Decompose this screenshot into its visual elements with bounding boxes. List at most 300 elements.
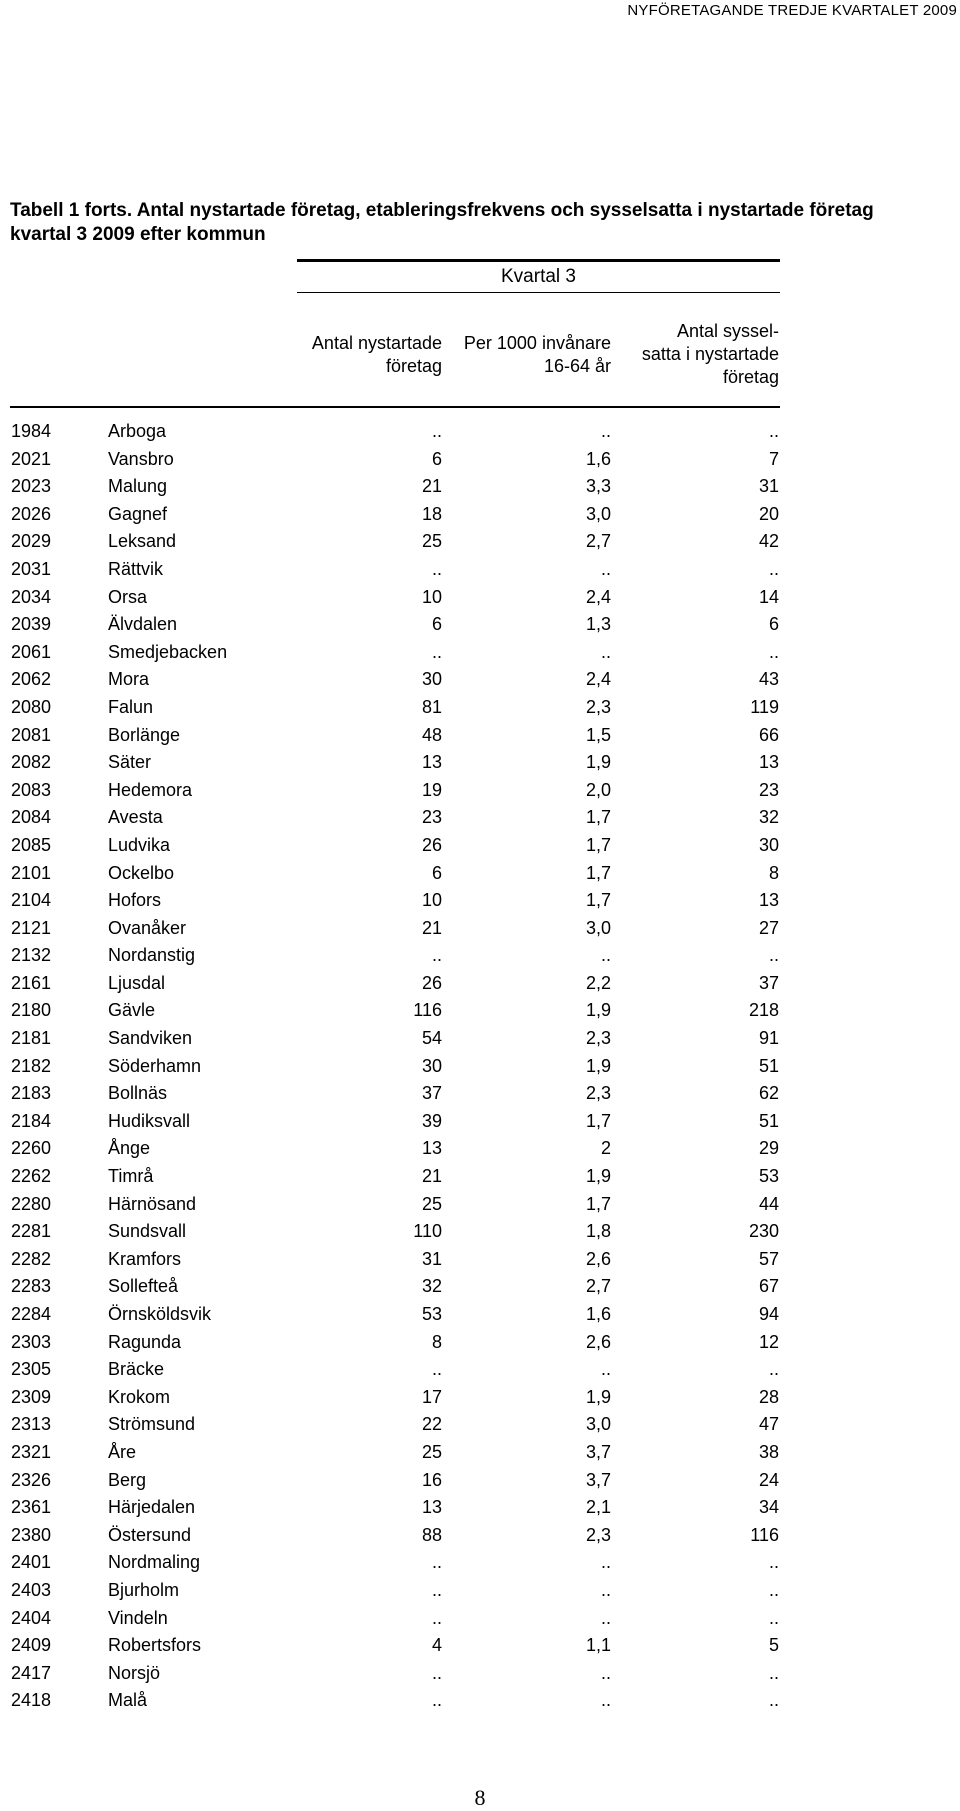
municipality-name: Säter (108, 752, 152, 773)
employed-value: 7 (768, 448, 779, 469)
new-companies-value: 21 (421, 1166, 442, 1187)
new-companies-value: 88 (421, 1524, 442, 1545)
new-companies-value: 30 (421, 669, 442, 690)
column-header-line: Antal syssel- (676, 321, 779, 341)
new-companies-value: 13 (421, 752, 442, 773)
new-companies-value: 13 (421, 1138, 442, 1159)
table-row (0, 1247, 960, 1275)
employed-value: .. (768, 1552, 779, 1573)
municipality-code: 1984 (11, 421, 52, 441)
municipality-name: Hofors (108, 890, 162, 911)
table-row (0, 1164, 960, 1192)
municipality-name: Kramfors (108, 1248, 182, 1269)
table-row (0, 1054, 960, 1082)
header-rule-top (297, 259, 780, 262)
municipality-code: 2380 (11, 1524, 52, 1545)
employed-value: 94 (758, 1304, 779, 1324)
employed-value: 13 (758, 890, 779, 911)
new-companies-value: 116 (413, 1000, 442, 1021)
table-row (0, 1026, 960, 1054)
per-1000-value: 2,6 (585, 1331, 611, 1352)
table-row (0, 1661, 960, 1689)
table-row (0, 1274, 960, 1302)
municipality-name: Älvdalen (108, 614, 178, 635)
column-header-line: företag (385, 356, 442, 376)
new-companies-value: 6 (431, 862, 442, 883)
employed-value: .. (768, 1690, 779, 1711)
municipality-name: Söderhamn (108, 1055, 202, 1076)
municipality-name: Hedemora (108, 779, 193, 800)
municipality-code: 2161 (11, 972, 52, 993)
employed-value: 23 (758, 779, 779, 800)
per-1000-value: 1,9 (585, 1386, 611, 1407)
new-companies-value: 31 (421, 1248, 442, 1269)
per-1000-value: 1,7 (585, 1110, 611, 1131)
municipality-name: Sandviken (108, 1028, 193, 1049)
employed-value: 67 (758, 1276, 779, 1297)
new-companies-value: 25 (421, 1193, 442, 1214)
per-1000-value: 2,3 (585, 1028, 611, 1049)
table-row (0, 1495, 960, 1523)
per-1000-value: .. (600, 1579, 611, 1600)
new-companies-value: 25 (421, 1441, 442, 1462)
new-companies-value: 39 (421, 1110, 442, 1131)
municipality-code: 2313 (11, 1414, 52, 1435)
municipality-code: 2132 (11, 945, 52, 966)
column-header-line: företag (722, 367, 779, 387)
table-row (0, 805, 960, 833)
employed-value: 42 (758, 531, 779, 552)
employed-value: 119 (750, 696, 779, 717)
new-companies-value: 110 (413, 1221, 442, 1242)
municipality-code: 2182 (11, 1055, 52, 1076)
per-1000-value: 1,7 (585, 1193, 611, 1214)
municipality-code: 2303 (11, 1331, 52, 1352)
municipality-code: 2260 (11, 1138, 52, 1159)
employed-value: 6 (768, 614, 779, 635)
column-header-line: 16-64 år (543, 356, 611, 376)
table-row (0, 667, 960, 695)
municipality-name: Vindeln (108, 1607, 168, 1628)
per-1000-value: 1,9 (585, 1000, 611, 1021)
column-header-line: satta i nystartade (641, 344, 779, 364)
table-row (0, 916, 960, 944)
municipality-name: Ragunda (108, 1331, 182, 1352)
employed-value: .. (768, 1579, 779, 1600)
per-1000-value: 2,1 (585, 1497, 611, 1518)
per-1000-value: .. (600, 945, 611, 966)
municipality-code: 2062 (11, 669, 52, 690)
new-companies-value: .. (431, 1359, 442, 1380)
municipality-name: Rättvik (108, 558, 164, 579)
municipality-name: Nordmaling (108, 1552, 201, 1573)
table-row (0, 998, 960, 1026)
municipality-code: 2080 (11, 696, 52, 717)
new-companies-value: .. (431, 1690, 442, 1711)
municipality-name: Falun (108, 696, 154, 717)
municipality-code: 2321 (11, 1441, 52, 1462)
municipality-code: 2084 (11, 807, 52, 828)
municipality-name: Smedjebacken (108, 641, 228, 662)
new-companies-value: .. (431, 641, 442, 662)
employed-value: 29 (758, 1138, 779, 1159)
new-companies-value: 13 (421, 1497, 442, 1518)
per-1000-value: .. (600, 1662, 611, 1683)
employed-value: .. (768, 558, 779, 579)
municipality-name: Timrå (108, 1166, 154, 1187)
per-1000-value: .. (600, 1552, 611, 1573)
table-row (0, 723, 960, 751)
table-row (0, 778, 960, 806)
column-group-header: Kvartal 3 (501, 266, 576, 287)
employed-value: 53 (758, 1166, 779, 1187)
per-1000-value: 2,2 (585, 972, 611, 993)
column-header-line: Per 1000 invånare (463, 333, 611, 353)
table-row (0, 1081, 960, 1109)
new-companies-value: .. (431, 1607, 442, 1628)
per-1000-value: 2,3 (585, 696, 611, 717)
employed-value: 38 (758, 1441, 779, 1462)
employed-value: 24 (758, 1469, 779, 1490)
per-1000-value: .. (600, 1607, 611, 1628)
new-companies-value: 26 (421, 972, 442, 993)
per-1000-value: 1,7 (585, 890, 611, 911)
municipality-name: Malung (108, 476, 168, 497)
new-companies-value: 19 (421, 779, 442, 800)
municipality-name: Vansbro (108, 448, 174, 469)
municipality-code: 2104 (11, 890, 52, 911)
employed-value: 43 (758, 669, 779, 690)
municipality-code: 2184 (11, 1110, 52, 1131)
per-1000-value: 3,0 (585, 503, 611, 524)
table-row (0, 502, 960, 530)
municipality-code: 2417 (11, 1662, 52, 1683)
municipality-code: 2282 (11, 1248, 52, 1269)
municipality-code: 2281 (11, 1221, 52, 1242)
municipality-code: 2401 (11, 1552, 52, 1573)
per-1000-value: 2,4 (585, 586, 611, 607)
table-row (0, 1578, 960, 1606)
table-row (0, 1109, 960, 1137)
municipality-name: Orsa (108, 586, 148, 607)
new-companies-value: 22 (421, 1414, 442, 1435)
per-1000-value: 1,6 (585, 448, 611, 469)
municipality-name: Ludvika (108, 834, 171, 855)
table-row (0, 419, 960, 447)
employed-value: 116 (750, 1524, 779, 1545)
per-1000-value: 1,6 (585, 1304, 611, 1324)
new-companies-value: 32 (421, 1276, 442, 1297)
municipality-name: Leksand (108, 531, 177, 552)
employed-value: .. (768, 1359, 779, 1380)
municipality-name: Avesta (108, 807, 163, 828)
municipality-name: Ånge (108, 1138, 151, 1159)
column-header-per-1000-inhabitants (464, 332, 611, 378)
per-1000-value: 1,9 (585, 752, 611, 773)
municipality-code: 2039 (11, 614, 52, 635)
municipality-code: 2403 (11, 1579, 52, 1600)
table-row (0, 695, 960, 723)
employed-value: 28 (758, 1386, 779, 1407)
municipality-code: 2021 (11, 448, 52, 469)
per-1000-value: 1,7 (585, 834, 611, 855)
municipality-code: 2418 (11, 1690, 52, 1711)
municipality-name: Gävle (108, 1000, 156, 1021)
table-row (0, 529, 960, 557)
employed-value: .. (768, 945, 779, 966)
new-companies-value: 23 (421, 807, 442, 828)
new-companies-value: .. (431, 1662, 442, 1683)
municipality-code: 2031 (11, 558, 52, 579)
municipality-code: 2326 (11, 1469, 52, 1490)
new-companies-value: 48 (421, 724, 442, 745)
municipality-code: 2404 (11, 1607, 52, 1628)
new-companies-value: 21 (421, 476, 442, 497)
table-row (0, 474, 960, 502)
new-companies-value: .. (431, 1552, 442, 1573)
new-companies-value: 81 (421, 696, 442, 717)
table-row (0, 943, 960, 971)
table-title (10, 199, 874, 247)
municipality-name: Åre (108, 1441, 137, 1462)
per-1000-value: 1,7 (585, 807, 611, 828)
municipality-name: Örnsköldsvik (108, 1304, 212, 1324)
column-header-employed (642, 320, 779, 389)
table-row (0, 1357, 960, 1385)
employed-value: 13 (758, 752, 779, 773)
municipality-name: Härjedalen (108, 1497, 196, 1518)
employed-value: 8 (768, 862, 779, 883)
employed-value: 20 (758, 503, 779, 524)
municipality-name: Ljusdal (108, 972, 166, 993)
municipality-code: 2101 (11, 862, 52, 883)
table-row (0, 833, 960, 861)
per-1000-value: 3,3 (585, 476, 611, 497)
table-row (0, 1606, 960, 1634)
employed-value: 5 (768, 1635, 779, 1656)
table-row (0, 1330, 960, 1358)
new-companies-value: 17 (421, 1386, 442, 1407)
per-1000-value: 3,7 (585, 1469, 611, 1490)
employed-value: 51 (758, 1055, 779, 1076)
municipality-name: Strömsund (108, 1414, 196, 1435)
new-companies-value: 8 (431, 1331, 442, 1352)
municipality-code: 2083 (11, 779, 52, 800)
municipality-name: Härnösand (108, 1193, 197, 1214)
table-row (0, 1385, 960, 1413)
running-header: NYFÖRETAGANDE TREDJE KVARTALET 2009 (627, 2, 957, 19)
table-title-line-1: Tabell 1 forts. Antal nystartade företag, etableringsfrekvens och sysselsatta i nystartade företag (10, 200, 874, 221)
municipality-name: Berg (108, 1469, 147, 1490)
table-row (0, 750, 960, 778)
employed-value: 30 (758, 834, 779, 855)
employed-value: 14 (758, 586, 779, 607)
per-1000-value: 1,7 (585, 862, 611, 883)
employed-value: 32 (758, 807, 779, 828)
municipality-name: Östersund (108, 1524, 192, 1545)
page-number: 8 (474, 1785, 486, 1810)
table-row (0, 1302, 960, 1330)
municipality-code: 2183 (11, 1083, 52, 1104)
municipality-code: 2181 (11, 1028, 52, 1049)
municipality-name: Ockelbo (108, 862, 175, 883)
new-companies-value: .. (431, 945, 442, 966)
per-1000-value: 2,7 (585, 1276, 611, 1297)
per-1000-value: 1,3 (585, 614, 611, 635)
new-companies-value: 18 (421, 503, 442, 524)
new-companies-value: .. (431, 1579, 442, 1600)
municipality-name: Malå (108, 1690, 148, 1711)
employed-value: 31 (758, 476, 779, 497)
table-row (0, 1523, 960, 1551)
employed-value: .. (768, 1662, 779, 1683)
per-1000-value: 1,9 (585, 1055, 611, 1076)
municipality-code: 2061 (11, 641, 52, 662)
municipality-code: 2180 (11, 1000, 52, 1021)
municipality-code: 2023 (11, 476, 52, 497)
employed-value: .. (768, 1607, 779, 1628)
municipality-name: Bjurholm (108, 1579, 180, 1600)
table-row (0, 888, 960, 916)
municipality-name: Bräcke (108, 1359, 165, 1380)
per-1000-value: 2 (600, 1138, 611, 1159)
per-1000-value: 2,0 (585, 779, 611, 800)
per-1000-value: .. (600, 421, 611, 441)
table-row (0, 612, 960, 640)
municipality-name: Bollnäs (108, 1083, 168, 1104)
per-1000-value: 1,1 (585, 1635, 611, 1656)
table-row (0, 1688, 960, 1716)
table-title-line-2: kvartal 3 2009 efter kommun (10, 224, 266, 245)
employed-value: 218 (748, 1000, 779, 1021)
new-companies-value: .. (431, 558, 442, 579)
municipality-name: Ovanåker (108, 917, 187, 938)
new-companies-value: 21 (421, 917, 442, 938)
new-companies-value: 10 (421, 890, 442, 911)
per-1000-value: 2,4 (585, 669, 611, 690)
employed-value: .. (768, 641, 779, 662)
table-row (0, 1440, 960, 1468)
municipality-name: Gagnef (108, 503, 168, 524)
new-companies-value: 26 (421, 834, 442, 855)
employed-value: 37 (758, 972, 779, 993)
municipality-code: 2034 (11, 586, 52, 607)
per-1000-value: .. (600, 1690, 611, 1711)
per-1000-value: 2,3 (585, 1083, 611, 1104)
per-1000-value: 3,7 (585, 1441, 611, 1462)
employed-value: 51 (758, 1110, 779, 1131)
municipality-name: Norsjö (108, 1662, 161, 1683)
municipality-code: 2305 (11, 1359, 52, 1380)
employed-value: 91 (758, 1028, 779, 1049)
per-1000-value: 1,5 (585, 724, 611, 745)
per-1000-value: 2,7 (585, 531, 611, 552)
table-row (0, 585, 960, 613)
new-companies-value: 54 (421, 1028, 442, 1049)
municipality-code: 2280 (11, 1193, 52, 1214)
municipality-code: 2262 (11, 1166, 52, 1187)
municipality-code: 2283 (11, 1276, 52, 1297)
municipality-code: 2029 (11, 531, 52, 552)
municipality-code: 2082 (11, 752, 52, 773)
table-row (0, 1219, 960, 1247)
employed-value: 230 (748, 1221, 779, 1242)
employed-value: 27 (758, 917, 779, 938)
new-companies-value: 6 (431, 614, 442, 635)
municipality-name: Arboga (108, 421, 167, 441)
header-rule-bottom (10, 406, 780, 408)
new-companies-value: 16 (421, 1469, 442, 1490)
municipality-name: Mora (108, 669, 150, 690)
table-row (0, 971, 960, 999)
municipality-name: Sollefteå (108, 1276, 179, 1297)
table-row (0, 1550, 960, 1578)
table-body (0, 419, 960, 1716)
municipality-code: 2085 (11, 834, 52, 855)
employed-value: 12 (758, 1331, 779, 1352)
table-row (0, 1633, 960, 1661)
municipality-name: Hudiksvall (108, 1110, 191, 1131)
column-header-new-companies (312, 332, 442, 378)
table-row (0, 1468, 960, 1496)
new-companies-value: 6 (431, 448, 442, 469)
per-1000-value: 1,9 (585, 1166, 611, 1187)
per-1000-value: .. (600, 558, 611, 579)
employed-value: 34 (758, 1497, 779, 1518)
new-companies-value: 25 (421, 531, 442, 552)
per-1000-value: 3,0 (585, 917, 611, 938)
table-row (0, 1136, 960, 1164)
municipality-name: Krokom (108, 1386, 171, 1407)
new-companies-value: 37 (421, 1083, 442, 1104)
new-companies-value: 30 (421, 1055, 442, 1076)
employed-value: 47 (758, 1414, 779, 1435)
municipality-code: 2284 (11, 1304, 52, 1324)
column-header-line: Antal nystartade (311, 333, 442, 353)
table-row (0, 557, 960, 585)
employed-value: 57 (758, 1248, 779, 1269)
municipality-code: 2309 (11, 1386, 52, 1407)
municipality-code: 2361 (11, 1497, 52, 1518)
new-companies-value: 53 (421, 1304, 442, 1324)
new-companies-value: 4 (431, 1635, 442, 1656)
employed-value: 66 (758, 724, 779, 745)
per-1000-value: 1,8 (585, 1221, 611, 1242)
municipality-name: Nordanstig (108, 945, 196, 966)
employed-value: 44 (758, 1193, 779, 1214)
municipality-code: 2081 (11, 724, 52, 745)
employed-value: .. (768, 421, 779, 441)
municipality-code: 2026 (11, 503, 52, 524)
new-companies-value: .. (431, 421, 442, 441)
table-row (0, 861, 960, 889)
table-row (0, 447, 960, 475)
table-row (0, 1192, 960, 1220)
per-1000-value: 3,0 (585, 1414, 611, 1435)
municipality-code: 2409 (11, 1635, 52, 1656)
municipality-name: Robertsfors (108, 1635, 202, 1656)
table-row (0, 1412, 960, 1440)
table-row (0, 640, 960, 668)
municipality-name: Borlänge (108, 724, 181, 745)
employed-value: 62 (758, 1083, 779, 1104)
per-1000-value: 2,3 (585, 1524, 611, 1545)
per-1000-value: .. (600, 1359, 611, 1380)
header-rule-group (297, 292, 780, 293)
new-companies-value: 10 (421, 586, 442, 607)
municipality-name: Sundsvall (108, 1221, 187, 1242)
per-1000-value: 2,6 (585, 1248, 611, 1269)
